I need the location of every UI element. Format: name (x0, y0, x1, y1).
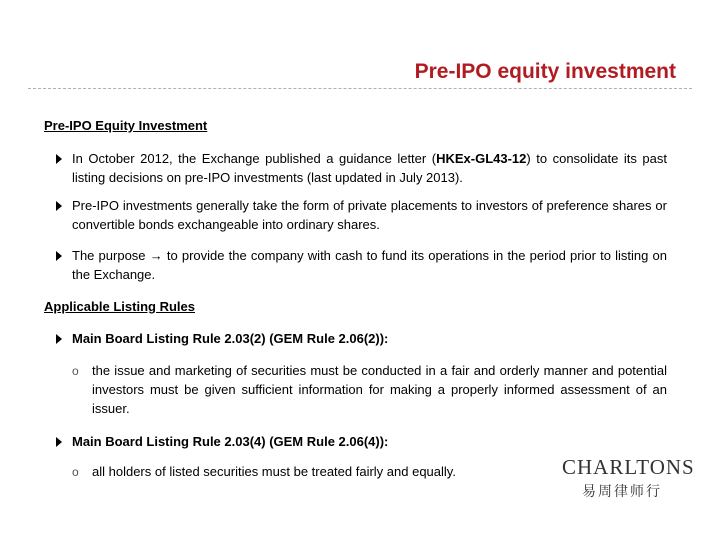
right-arrow-icon: → (149, 248, 163, 263)
bullet-arrow-icon (56, 437, 62, 447)
bullet-paragraph-private-placements: Pre-IPO investments generally take the form of private placements to investors of preference shares or convertible bonds exchangeable into ordinary shares. (72, 198, 667, 232)
rule-title-2-03-4: Main Board Listing Rule 2.03(4) (GEM Rule 2.06(4)): (72, 434, 389, 449)
title-divider (28, 88, 692, 89)
sub-bullet-marker: o (72, 465, 79, 479)
bullet-arrow-icon (56, 251, 62, 261)
guidance-letter-ref: HKEx-GL43-12 (436, 151, 527, 166)
logo-name-en: CHARLTONS (562, 455, 695, 479)
bullet-arrow-icon (56, 201, 62, 211)
bullet-arrow-icon (56, 334, 62, 344)
section-heading-listing-rules: Applicable Listing Rules (44, 299, 195, 314)
charltons-logo (562, 455, 695, 501)
rule-description-treated-fairly: all holders of listed securities must be treated fairly and equally. (92, 464, 456, 479)
bullet-arrow-icon (56, 154, 62, 164)
bullet-paragraph-purpose: The purpose → to provide the company with cash to fund its operations in the period prior to listing on the Exchange. (72, 248, 667, 282)
slide-title: Pre-IPO equity investment (414, 60, 676, 83)
logo-name-cn: 易周律师行 (582, 483, 662, 499)
bullet-paragraph-guidance-letter: In October 2012, the Exchange published a guidance letter (HKEx-GL43-12) to consolidate its past listing decisions on pre-IPO investments (last updated in July 2013). (72, 151, 667, 185)
rule-description-fair-orderly: the issue and marketing of securities must be conducted in a fair and orderly manner and potential investors must be given sufficient information for making a properly informed assessment of an issuer. (92, 363, 667, 416)
section-heading-pre-ipo: Pre-IPO Equity Investment (44, 118, 208, 133)
rule-title-2-03-2: Main Board Listing Rule 2.03(2) (GEM Rule 2.06(2)): (72, 331, 389, 346)
sub-bullet-marker: o (72, 364, 79, 378)
